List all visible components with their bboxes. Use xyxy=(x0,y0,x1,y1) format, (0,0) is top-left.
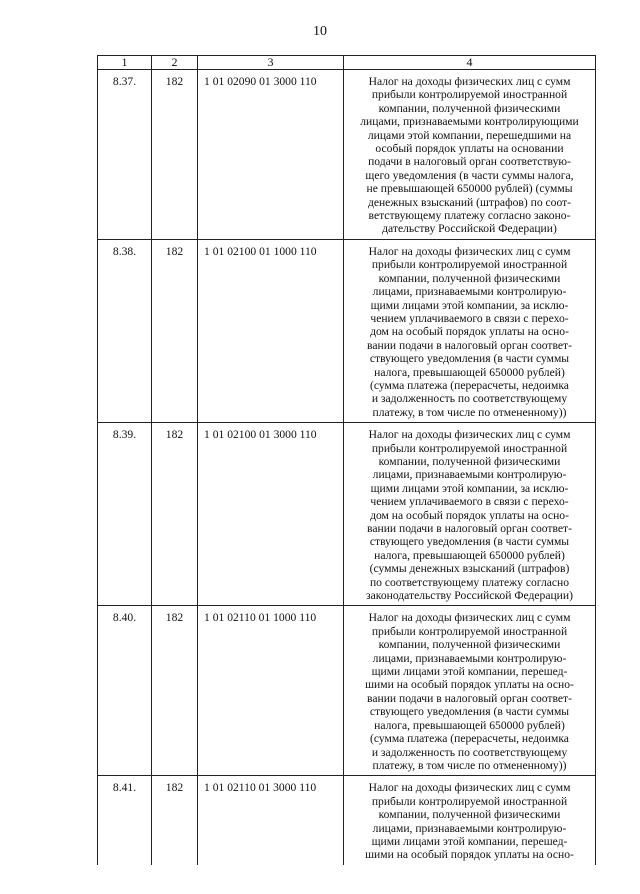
description-line: платежу, в том числе по отмененному)) xyxy=(372,758,567,772)
table-row xyxy=(98,606,596,776)
description-line: Налог на доходы физических лиц с сумм xyxy=(368,244,571,258)
admin-code-cell: 182 xyxy=(152,423,198,606)
description-line: щего уведомления (в части суммы налога, xyxy=(365,168,574,182)
budget-code-cell: 1 01 02110 01 3000 110 xyxy=(198,776,344,865)
description-line: щими лицами этой компании, за исклю- xyxy=(370,481,569,495)
description-line: вании подачи в налоговый орган соответ- xyxy=(367,522,572,535)
description-line: дательству Российской Федерации) xyxy=(382,222,557,236)
description-line: прибыли контролируемой иностранной xyxy=(371,794,568,808)
table-header-row xyxy=(98,56,596,70)
description-line: ствующего уведомления (в части суммы xyxy=(369,352,570,366)
budget-code-cell: 1 01 02100 01 1000 110 xyxy=(198,239,344,422)
description-cell xyxy=(344,70,596,240)
page-number: 10 xyxy=(313,24,327,39)
description-line: по соответствующему платежу согласно xyxy=(369,575,570,589)
description-line: вании подачи в налоговый орган соответ- xyxy=(367,691,572,705)
description-line: законодательству Российской Федерации) xyxy=(366,589,573,603)
description-line: щими лицами этой компании, за исклю- xyxy=(370,298,569,312)
description-cell xyxy=(344,776,596,865)
description-line: Налог на доходы физических лиц с сумм xyxy=(368,611,571,625)
description-line: щими лицами этой компании, перешед- xyxy=(371,665,568,679)
description-line: лицами, признаваемыми контролирую- xyxy=(372,651,567,665)
description-line: налога, превышающей 650000 рублей) xyxy=(374,548,565,562)
description-line: Налог на доходы физических лиц с сумм xyxy=(368,428,571,442)
admin-code-cell: 182 xyxy=(152,239,198,422)
description-line: компании, полученной физическими xyxy=(378,101,561,115)
admin-code-cell: 182 xyxy=(152,70,198,240)
description-line: (суммы денежных взысканий (штрафов) xyxy=(369,562,570,576)
description-line: прибыли контролируемой иностранной xyxy=(371,624,568,638)
description-line: дом на особый порядок уплаты на осно- xyxy=(370,508,569,522)
budget-code-cell: 1 01 02100 01 3000 110 xyxy=(198,423,344,606)
row-number-cell: 8.39. xyxy=(98,423,152,606)
description-line: ствующего уведомления (в части суммы xyxy=(369,535,570,549)
column-header-2: 2 xyxy=(152,56,198,70)
description-line: не превышающей 650000 рублей) (суммы xyxy=(366,182,573,196)
description-line: Налог на доходы физических лиц с сумм xyxy=(368,781,571,795)
description-line: прибыли контролируемой иностранной xyxy=(371,441,568,455)
description-line: и задолженность по соответствующему xyxy=(371,745,568,759)
budget-codes-table xyxy=(97,55,596,865)
table-row xyxy=(98,70,596,240)
description-line: щими лицами этой компании, перешед- xyxy=(371,834,568,848)
description-line: платежу, в том числе по отмененному)) xyxy=(372,405,567,419)
description-line: шими на особый порядок уплаты на осно- xyxy=(365,848,574,862)
description-line: ствующего уведомления (в части суммы xyxy=(369,705,570,719)
description-line: лицами, признаваемыми контролирую- xyxy=(372,285,567,299)
budget-code-cell: 1 01 02110 01 1000 110 xyxy=(198,606,344,776)
column-header-4: 4 xyxy=(344,56,596,70)
column-header-1: 1 xyxy=(98,56,152,70)
description-line: лицами, признаваемыми контролирую- xyxy=(372,468,567,482)
description-line: (сумма платежа (перерасчеты, недоимка xyxy=(370,732,569,746)
description-line: вании подачи в налоговый орган соответ- xyxy=(367,338,572,352)
admin-code-cell: 182 xyxy=(152,776,198,865)
row-number-cell: 8.40. xyxy=(98,606,152,776)
description-line: компании, полученной физическими xyxy=(378,638,561,652)
description-line: подачи в налоговый орган соответствую- xyxy=(368,155,571,169)
table-row xyxy=(98,239,596,422)
description-line: компании, полученной физическими xyxy=(378,808,561,822)
description-line: шими на особый порядок уплаты на осно- xyxy=(365,678,574,692)
description-line: чением уплачиваемого в связи с перехо- xyxy=(370,311,569,325)
budget-code-cell: 1 01 02090 01 3000 110 xyxy=(198,70,344,240)
table-body xyxy=(98,70,596,865)
description-line: дом на особый порядок уплаты на осно- xyxy=(370,325,569,339)
description-cell xyxy=(344,239,596,422)
description-line: и задолженность по соответствующему xyxy=(371,392,568,406)
table-row xyxy=(98,423,596,606)
description-line: прибыли контролируемой иностранной xyxy=(371,258,568,272)
description-line: чением уплачиваемого в связи с перехо- xyxy=(370,495,569,509)
description-line: налога, превышающей 650000 рублей) xyxy=(374,365,565,379)
row-number-cell: 8.41. xyxy=(98,776,152,865)
description-line: лицами, признаваемыми контролирующими xyxy=(360,115,579,129)
column-header-3: 3 xyxy=(198,56,344,70)
description-line: (сумма платежа (перерасчеты, недоимка xyxy=(370,378,569,392)
description-line: особый порядок уплаты на основании xyxy=(375,142,564,156)
description-cell xyxy=(344,423,596,606)
table-row xyxy=(98,776,596,865)
description-line: прибыли контролируемой иностранной xyxy=(371,88,568,102)
description-line: лицами, признаваемыми контролирую- xyxy=(372,821,567,835)
description-line: компании, полученной физическими xyxy=(378,454,561,468)
admin-code-cell: 182 xyxy=(152,606,198,776)
description-line: компании, полученной физическими xyxy=(378,271,561,285)
description-line: денежных взысканий (штрафов) по соот- xyxy=(367,195,572,209)
description-cell xyxy=(344,606,596,776)
description-line: лицами этой компании, перешедшими на xyxy=(367,128,572,142)
description-line: Налог на доходы физических лиц с сумм xyxy=(368,75,571,88)
row-number-cell: 8.37. xyxy=(98,70,152,240)
row-number-cell: 8.38. xyxy=(98,239,152,422)
description-line: ветствующему платежу согласно законо- xyxy=(368,209,571,223)
description-line: налога, превышающей 650000 рублей) xyxy=(374,718,565,732)
